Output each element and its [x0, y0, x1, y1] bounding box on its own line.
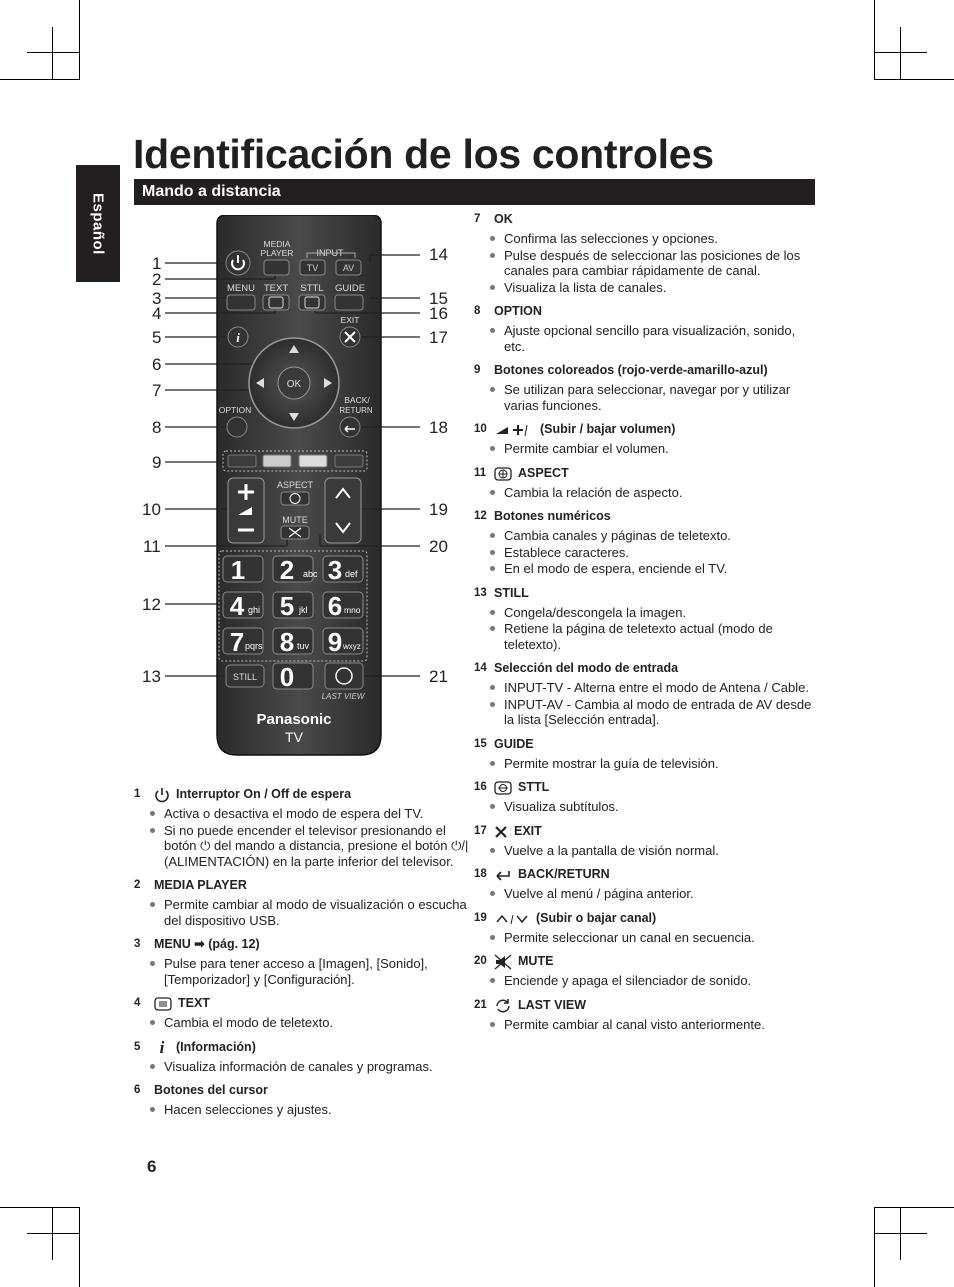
item-title: (Información) — [176, 1039, 256, 1054]
last-view-icon — [494, 998, 512, 1014]
item-2 — [134, 877, 469, 928]
item-title: ASPECT — [518, 465, 569, 480]
green-button — [263, 455, 291, 467]
crop-mark — [27, 1233, 80, 1234]
sttl-label: STTL — [300, 283, 324, 294]
media-player-label-1: MEDIA — [263, 239, 291, 249]
crop-mark — [79, 0, 80, 80]
bullet: Visualiza la lista de canales. — [474, 280, 819, 296]
item-title: EXIT — [514, 823, 542, 838]
bullet: Cambia canales y páginas de teletexto. — [474, 528, 819, 544]
item-7 — [474, 211, 819, 295]
item-title: OPTION — [494, 304, 542, 319]
left-description-list — [134, 786, 469, 1126]
callout-18: 18 — [429, 418, 448, 437]
item-21 — [474, 997, 819, 1033]
svg-text:OK: OK — [286, 379, 302, 390]
sttl-icon — [494, 781, 512, 795]
page-number: 6 — [147, 1157, 157, 1176]
aspect-label: ASPECT — [276, 480, 314, 490]
item-18 — [474, 866, 819, 902]
item-title: MENU ➡ (pág. 12) — [154, 937, 260, 952]
item-14 — [474, 660, 819, 728]
crop-mark — [874, 0, 875, 80]
brand-logo: Panasonic — [256, 711, 332, 728]
item-title: TEXT — [178, 996, 210, 1011]
page-title: Identificación de los controles — [133, 131, 714, 177]
bullet: INPUT-AV - Cambia al modo de entrada de AV desde la lista [Selección entrada]. — [474, 697, 819, 728]
svg-text:def: def — [345, 569, 358, 579]
callout-3: 3 — [152, 289, 162, 308]
item-20 — [474, 953, 819, 989]
item-title: (Subir / bajar volumen) — [540, 422, 676, 437]
item-number: 19 — [474, 911, 487, 924]
bullet: En el modo de espera, enciende el TV. — [474, 561, 819, 577]
option-button — [227, 417, 247, 437]
option-label: OPTION — [218, 405, 252, 415]
item-title: Botones numéricos — [494, 509, 611, 524]
item-19 — [474, 910, 819, 946]
item-title: BACK/RETURN — [518, 867, 610, 882]
svg-text:pqrs: pqrs — [245, 641, 263, 651]
callout-10: 10 — [142, 500, 161, 519]
item-title: MEDIA PLAYER — [154, 878, 247, 893]
item-number: 13 — [474, 586, 487, 599]
crop-mark — [52, 27, 53, 80]
callout-4: 4 — [152, 304, 162, 323]
item-number: 21 — [474, 998, 487, 1011]
callout-19: 19 — [429, 500, 448, 519]
svg-text:0: 0 — [279, 662, 295, 692]
item-3 — [134, 936, 469, 987]
svg-text:2: 2 — [279, 555, 295, 585]
item-number: 6 — [134, 1084, 141, 1097]
item-10 — [474, 421, 819, 457]
callout-8: 8 — [152, 418, 162, 437]
menu-label: MENU — [227, 283, 255, 294]
exit-label: EXIT — [340, 315, 360, 325]
back-label-2: RETURN — [339, 406, 373, 415]
item-number: 5 — [134, 1040, 141, 1053]
back-button — [340, 417, 360, 437]
crop-mark — [874, 1207, 954, 1208]
aspect-icon — [494, 467, 512, 481]
section-header: Mando a distancia — [134, 179, 815, 205]
bullet: Activa o desactiva el modo de espera del TV. — [134, 806, 469, 822]
yellow-button — [299, 455, 327, 467]
item-title: OK — [494, 212, 513, 227]
item-title: Interruptor On / Off de espera — [176, 787, 352, 802]
callout-13: 13 — [142, 667, 161, 686]
bullet: Ajuste opcional sencillo para visualización, sonido, etc. — [474, 323, 819, 354]
item-title: Botones coloreados (rojo-verde-amarillo-azul) — [494, 363, 768, 378]
svg-text:wxyz: wxyz — [343, 642, 361, 651]
bullet: Permite mostrar la guía de televisión. — [474, 756, 819, 772]
crop-mark — [27, 52, 80, 53]
svg-text:8: 8 — [279, 627, 295, 657]
svg-text:tuv: tuv — [297, 641, 310, 651]
callout-20: 20 — [429, 537, 448, 556]
red-button — [228, 455, 256, 467]
callout-1: 1 — [152, 254, 162, 273]
callout-12: 12 — [142, 595, 161, 614]
callout-2: 2 — [152, 270, 162, 289]
callout-21: 21 — [429, 667, 448, 686]
bullet: Vuelve al menú / página anterior. — [474, 886, 819, 902]
crop-mark — [900, 1207, 901, 1260]
crop-mark — [0, 79, 80, 80]
power-icon — [154, 787, 170, 803]
guide-label: GUIDE — [334, 283, 366, 294]
item-number: 14 — [474, 662, 487, 675]
bullet: Permite cambiar el volumen. — [474, 441, 819, 457]
crop-mark — [900, 27, 901, 80]
bullet: Establece caracteres. — [474, 545, 819, 561]
svg-text:1: 1 — [230, 555, 246, 585]
bullet: Permite cambiar al canal visto anteriormente. — [474, 1017, 819, 1033]
bullet: Hacen selecciones y ajustes. — [134, 1102, 469, 1118]
svg-text:STILL: STILL — [232, 672, 258, 682]
item-number: 1 — [134, 788, 141, 801]
input-label: INPUT — [316, 248, 344, 258]
callout-6: 6 — [152, 355, 162, 374]
svg-text:9: 9 — [327, 627, 343, 657]
bullet: Cambia la relación de aspecto. — [474, 485, 819, 501]
text-icon — [154, 997, 172, 1011]
item-title: MUTE — [518, 954, 554, 969]
item-15 — [474, 736, 819, 772]
item-number: 8 — [474, 305, 481, 318]
tv-label: TV — [306, 263, 319, 273]
model-label: TV — [285, 729, 303, 745]
back-label-1: BACK/ — [344, 395, 370, 405]
item-number: 16 — [474, 781, 487, 794]
item-number: 11 — [474, 466, 487, 479]
bullet: Si no puede encender el televisor presionando el botón ⏻ del mando a distancia, presione el botón ⏻/| (ALIMENTACIÓN) en la parte inferior del televisor. — [134, 823, 469, 870]
item-1 — [134, 786, 469, 869]
language-tab: Español — [76, 165, 120, 282]
callout-7: 7 — [152, 381, 162, 400]
bullet: Pulse para tener acceso a [Imagen], [Sonido], [Temporizador] y [Configuración]. — [134, 956, 469, 987]
callout-17: 17 — [429, 328, 448, 347]
svg-text:i: i — [236, 330, 240, 345]
text-label: TEXT — [263, 283, 289, 294]
mute-label: MUTE — [282, 515, 308, 525]
svg-text:4: 4 — [229, 591, 245, 621]
item-12 — [474, 508, 819, 577]
callout-16: 16 — [429, 304, 448, 323]
bullet: Cambia el modo de teletexto. — [134, 1015, 469, 1031]
item-number: 15 — [474, 737, 487, 750]
svg-text:ghi: ghi — [248, 605, 261, 615]
bullet: Vuelve a la pantalla de visión normal. — [474, 843, 819, 859]
mute-icon — [494, 954, 512, 970]
guide-button — [335, 295, 363, 310]
item-17 — [474, 823, 819, 859]
svg-text:3: 3 — [327, 555, 343, 585]
bullet: Congela/descongela la imagen. — [474, 605, 819, 621]
info-icon: i — [159, 1037, 165, 1057]
channel-up-down-icon — [494, 912, 530, 926]
media-player-label-2: PLAYER — [260, 248, 294, 258]
svg-text:5: 5 — [279, 591, 295, 621]
svg-text:jkl: jkl — [299, 605, 308, 615]
svg-text:6: 6 — [327, 591, 343, 621]
bullet: Enciende y apaga el silenciador de sonido. — [474, 973, 819, 989]
exit-icon — [494, 825, 508, 839]
item-number: 7 — [474, 213, 481, 226]
bullet: Permite cambiar al modo de visualización o escucha del dispositivo USB. — [134, 897, 469, 928]
item-number: 3 — [134, 938, 141, 951]
item-number: 12 — [474, 510, 487, 523]
item-9 — [474, 362, 819, 413]
remote-illustration — [135, 215, 465, 760]
svg-text:mno: mno — [344, 605, 361, 615]
crop-mark — [874, 1207, 875, 1287]
item-number: 9 — [474, 364, 481, 377]
callout-11: 11 — [143, 537, 161, 556]
item-title: LAST VIEW — [518, 997, 587, 1012]
crop-mark — [874, 79, 954, 80]
bullet: Retiene la página de teletexto actual (modo de teletexto). — [474, 621, 819, 652]
bullet: Visualiza subtítulos. — [474, 799, 819, 815]
crop-mark — [52, 1207, 53, 1260]
av-label: AV — [342, 263, 355, 273]
item-title: Selección del modo de entrada — [494, 661, 679, 676]
item-title: Botones del cursor — [154, 1083, 268, 1098]
media-player-button — [264, 260, 289, 275]
bullet: Permite seleccionar un canal en secuencia. — [474, 930, 819, 946]
callout-14: 14 — [429, 245, 448, 264]
item-title: (Subir o bajar canal) — [536, 910, 657, 925]
bullet: INPUT-TV - Alterna entre el modo de Antena / Cable. — [474, 680, 819, 696]
blue-button — [335, 455, 363, 467]
callout-5: 5 — [152, 328, 162, 347]
svg-text:LAST VIEW: LAST VIEW — [321, 692, 365, 701]
item-5 — [134, 1039, 469, 1075]
bullet: Se utilizan para seleccionar, navegar por y utilizar varias funciones. — [474, 382, 819, 413]
remote-svg — [135, 215, 465, 760]
item-number: 17 — [474, 824, 487, 837]
item-title: STTL — [518, 780, 550, 795]
bullet: Confirma las selecciones y opciones. — [474, 231, 819, 247]
item-8 — [474, 303, 819, 354]
item-16 — [474, 779, 819, 815]
item-11 — [474, 465, 819, 501]
last-view-button — [325, 663, 363, 689]
callout-9: 9 — [152, 453, 162, 472]
item-6 — [134, 1082, 469, 1118]
item-title: GUIDE — [494, 736, 534, 751]
item-4 — [134, 995, 469, 1031]
item-13 — [474, 585, 819, 653]
item-number: 2 — [134, 879, 141, 892]
svg-text:abc: abc — [303, 569, 318, 579]
item-number: 10 — [474, 423, 487, 436]
svg-text:7: 7 — [229, 627, 245, 657]
item-number: 18 — [474, 868, 487, 881]
item-number: 4 — [134, 997, 141, 1010]
item-number: 20 — [474, 955, 487, 968]
menu-button — [227, 295, 255, 310]
bullet: Visualiza información de canales y programas. — [134, 1059, 469, 1075]
crop-mark — [79, 1207, 80, 1287]
volume-icon — [494, 423, 534, 437]
item-title: STILL — [494, 585, 529, 600]
right-description-list — [474, 211, 819, 1040]
back-return-icon — [494, 868, 512, 882]
bullet: Pulse después de seleccionar las posiciones de los canales para cambiar rápidamente de canal. — [474, 248, 819, 279]
callout-15: 15 — [429, 289, 448, 308]
crop-mark — [0, 1207, 80, 1208]
